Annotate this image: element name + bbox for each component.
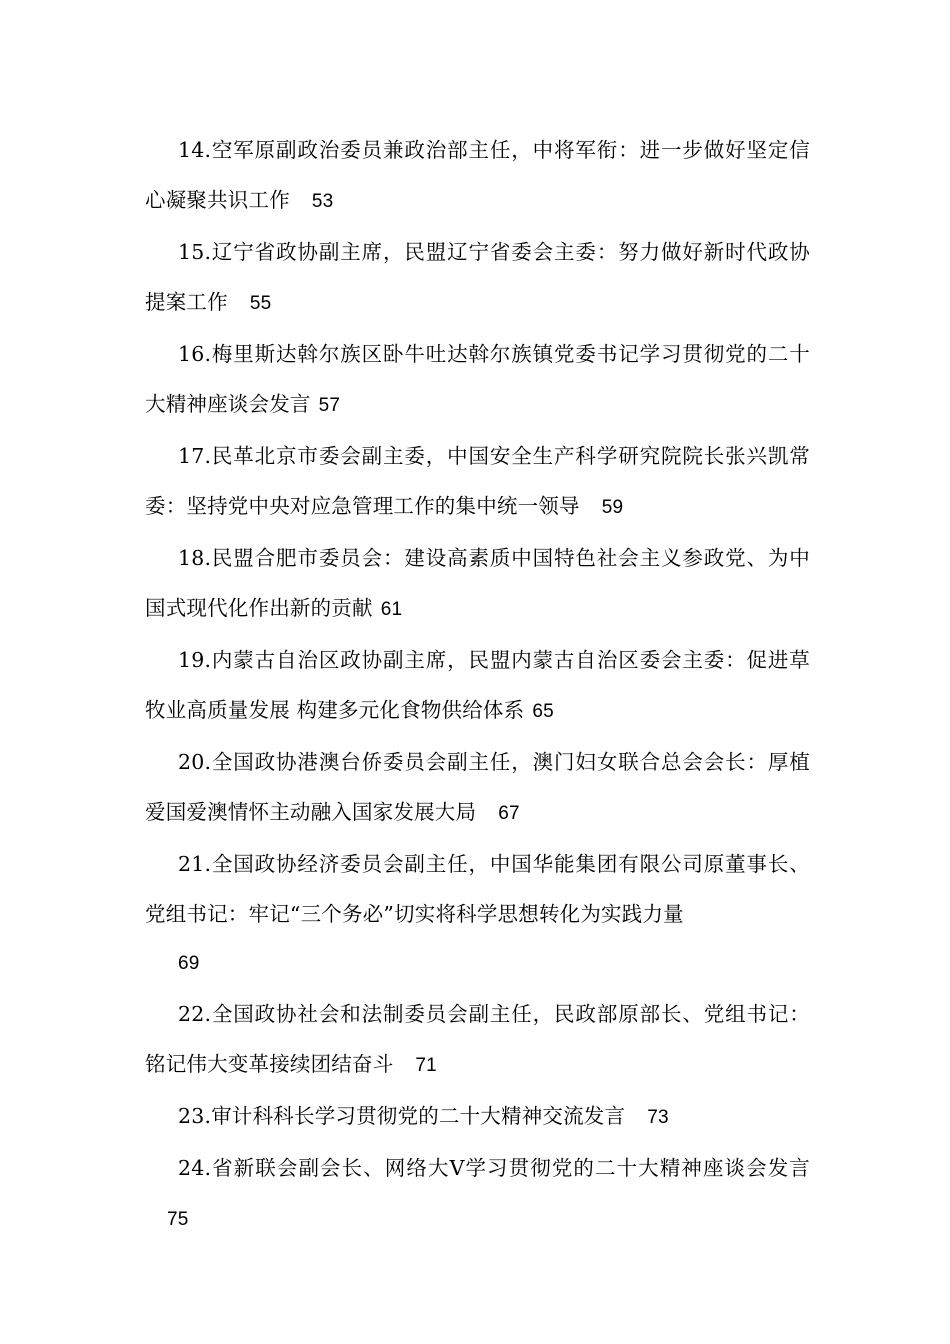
toc-entry bbox=[145, 227, 810, 329]
toc-entry-title: 23.审计科科长学习贯彻党的二十大精神交流发言 bbox=[178, 1104, 626, 1128]
toc-entry bbox=[145, 329, 810, 431]
toc-entry bbox=[145, 839, 810, 989]
toc-entry bbox=[145, 125, 810, 227]
toc-entry-page: 65 bbox=[532, 701, 554, 722]
toc-entry-page: 59 bbox=[601, 497, 624, 518]
toc-entry-page: 53 bbox=[311, 191, 334, 212]
toc-entry-page: 73 bbox=[647, 1107, 669, 1128]
toc-entry-title: 22.全国政协社会和法制委员会副主任，民政部原部长、党组书记：铭记伟大变革接续团结奋斗 bbox=[145, 1002, 810, 1076]
toc-entry-page: 69 bbox=[178, 953, 200, 974]
toc-entry bbox=[145, 1091, 810, 1143]
toc-entry-title: 17.民革北京市委会副主委，中国安全生产科学研究院院长张兴凯常委：坚持党中央对应急管理工作的集中统一领导 bbox=[145, 444, 810, 518]
toc-entry-title: 16.梅里斯达斡尔族区卧牛吐达斡尔族镇党委书记学习贯彻党的二十大精神座谈会发言 bbox=[145, 342, 810, 416]
toc-entry-title: 21.全国政协经济委员会副主任，中国华能集团有限公司原董事长、党组书记：牢记“三个务必”切实将科学思想转化为实践力量 bbox=[145, 852, 810, 926]
toc-entry-page: 67 bbox=[498, 803, 520, 824]
toc-entry bbox=[145, 533, 810, 635]
toc-entry bbox=[145, 1143, 810, 1245]
toc-entry-page: 55 bbox=[249, 293, 272, 314]
toc-entry-title: 24.省新联会副会长、网络大V学习贯彻党的二十大精神座谈会发言 bbox=[178, 1156, 810, 1180]
toc-entry bbox=[145, 989, 810, 1091]
toc-entry-title: 20.全国政协港澳台侨委员会副主任，澳门妇女联合总会会长：厚植爱国爱澳情怀主动融入国家发展大局 bbox=[145, 750, 810, 824]
toc-entry bbox=[145, 431, 810, 533]
toc-entry-title: 15.辽宁省政协副主席，民盟辽宁省委会主委：努力做好新时代政协提案工作 bbox=[145, 240, 810, 314]
toc-entry-page: 57 bbox=[318, 395, 341, 416]
toc-entry bbox=[145, 737, 810, 839]
toc-entry-title: 18.民盟合肥市委员会：建设高素质中国特色社会主义参政党、为中国式现代化作出新的贡献 bbox=[145, 546, 810, 620]
toc-entry-title: 19.内蒙古自治区政协副主席，民盟内蒙古自治区委会主委：促进草牧业高质量发展 构建多元化食物供给体系 bbox=[145, 648, 810, 722]
toc-entry-page: 75 bbox=[167, 1209, 189, 1230]
toc-entry-page: 61 bbox=[380, 599, 403, 620]
toc-entry bbox=[145, 635, 810, 737]
toc-entry-title: 14.空军原副政治委员兼政治部主任，中将军衔：进一步做好坚定信心凝聚共识工作 bbox=[145, 138, 810, 212]
toc-entry-page: 71 bbox=[415, 1055, 437, 1076]
table-of-contents bbox=[145, 125, 810, 1245]
